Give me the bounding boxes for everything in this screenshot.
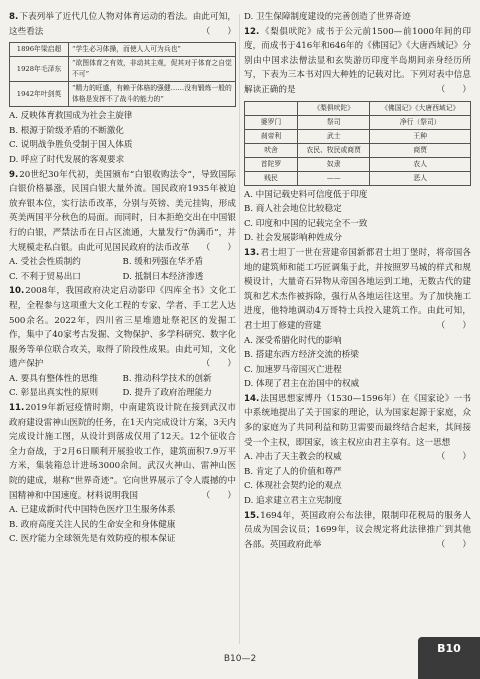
question-12	[244, 25, 471, 246]
option-a[interactable]: A. 要具有整体性的思维	[9, 373, 99, 384]
option-b[interactable]: B. 缓和列强在华矛盾	[122, 257, 204, 268]
answer-bracket: （ ）	[436, 84, 471, 95]
table-cell: 刹帝利	[245, 129, 298, 143]
option-b[interactable]: B. 根源于阶级矛盾的不断激化	[9, 125, 124, 136]
option-d[interactable]: D. 提升了政府治理能力	[122, 388, 212, 399]
table-cell: 婆罗门	[245, 115, 298, 129]
option-b[interactable]: B. 政府高度关注人民的生命安全和身体健康	[9, 519, 176, 530]
table-row	[245, 171, 471, 185]
table-cell: “学生必习体操，而使人人可为兵也”	[69, 43, 236, 57]
answer-bracket: （ ）	[201, 359, 236, 370]
answer-bracket: （ ）	[436, 452, 471, 463]
option-d[interactable]: D. 卫生保障制度建设的完善创造了世界奇迹	[244, 12, 411, 22]
page-number: B10—2	[223, 654, 257, 664]
table-row	[10, 43, 236, 57]
answer-bracket: （ ）	[436, 320, 471, 331]
question-number: 12.	[244, 26, 260, 37]
question-number: 13.	[244, 247, 260, 258]
answer-bracket: （ ）	[201, 242, 236, 253]
question-stem	[9, 10, 236, 39]
table-row	[245, 143, 471, 157]
stem-text: 《梨俱吠陀》成书于公元前1500—前1000年间的印度，而成书于416年和646年的《佛国记》《大唐西域记》分别由中国求法僧法显和玄奘游历印度半岛期间亲身经历所写，下表为三本书对四大种姓的记载对比。下列对表中信息解读正确的是	[244, 26, 471, 95]
stem-text: 2008年，我国政府决定启动影印《四库全书》文化工程，全程参与这项重大文化工程的专家、学者、手工艺人达500余名。2022年，四川省三星堆遗址祭祀区的发掘工作，集中了40家考古发掘、文物保护、多学科研究、数字化服务等单位联合攻关，取得了阶段性成果。由此可知，文化遗产保护	[9, 286, 236, 370]
option-c[interactable]: C. 加速罗马帝国灭亡进程	[244, 364, 342, 375]
question-number: 8.	[9, 12, 19, 22]
question-15	[244, 509, 471, 553]
stem-text: 1694年，英国政府公布法律，限制印花税局的服务人员成为国会议员；1699年，议会规定将此法律推广到其他各部。英国政府此举	[244, 510, 471, 550]
question-9	[9, 168, 236, 285]
option-d[interactable]: D. 抵制日本经济渗透	[122, 271, 204, 282]
option-b[interactable]: B. 商人社会地位比较稳定	[244, 204, 342, 215]
stem-text: 20世纪30年代初，美国颁布“白银收购法令”，导致国际白银价格暴涨，民国白银大量外流。国民政府1935年被迫放弃银本位，实行法币改革，分别与英镑、美元挂钩，形成英美两国平分秋色的局面。而同时，日本拒绝交出在中国银行的白银，严禁法币在日占区流通，大量发行“伪满币”，并大规模走私白银。由此可见国民政府的法币改革	[9, 169, 236, 253]
question-8	[9, 10, 236, 168]
table-cell: 恶人	[370, 171, 471, 185]
table-cell: 吠舍	[245, 143, 298, 157]
option-row	[9, 386, 236, 401]
question-number: 14.	[244, 393, 260, 404]
table-cell: 农民、牧民或商贾	[298, 143, 370, 157]
option-c[interactable]: C. 体现社会契约论的观点	[244, 481, 342, 492]
question-stem	[9, 168, 236, 256]
table-header	[245, 101, 298, 115]
option-a[interactable]: A. 受社会性质制约	[9, 257, 81, 268]
column-divider	[239, 14, 240, 644]
table-row	[245, 129, 471, 143]
table-header: 《梨俱吠陀》	[298, 101, 370, 115]
question-number: 15.	[244, 510, 260, 521]
option-b[interactable]: B. 推动科学技术的创新	[122, 373, 212, 384]
option-a[interactable]: A. 中国记载史料可信度低于印度	[244, 189, 368, 200]
option-c[interactable]: C. 彰显出真实性的原则	[9, 388, 99, 399]
option-d[interactable]: D. 追求建立君主立宪制度	[244, 496, 342, 507]
table-cell: 1928年毛泽东	[10, 57, 69, 82]
option-row	[9, 372, 236, 387]
question-13	[244, 246, 471, 392]
table-cell: 1942年叶剑英	[10, 82, 69, 107]
question-stem	[244, 509, 471, 553]
table-header-row	[245, 101, 471, 115]
question-number: 11.	[9, 403, 25, 414]
stem-text: 2019年新冠疫情时期，中南建筑设计院在接到武汉市政府建设雷神山医院的任务，在1天内完成设计方案，3天内完成设计施工图，从设计到落成仅用了12天。12个征收合全力奋战，于2月6日顺利开展验收工作，建筑面积7.9万平方米，集装箱总计进场3000余间。武汉火神山、雷神山医院的建成，堪称“世界奇迹”。它向世界展示了令人震撼的中国精神和中国速度。材料说明我国	[9, 403, 236, 501]
question-stem	[244, 25, 471, 98]
option-a[interactable]: A. 冲击了天主教会的权威	[244, 452, 342, 463]
option-d[interactable]: D. 社会发展影响种姓成分	[244, 233, 342, 244]
q8-table	[9, 42, 236, 107]
option-c[interactable]: C. 印度和中国的记载完全不一致	[244, 218, 368, 229]
table-row	[10, 57, 236, 82]
question-10	[9, 284, 236, 401]
table-cell: 1896年梁启超	[10, 43, 69, 57]
table-cell: 奴隶	[298, 157, 370, 171]
option-b[interactable]: B. 肯定了人的价值和尊严	[244, 466, 342, 477]
question-11	[9, 401, 236, 547]
table-cell: 农人	[370, 157, 471, 171]
table-row	[10, 82, 236, 107]
option-c[interactable]: C. 不利于贸易出口	[9, 271, 81, 282]
table-cell: 祭司	[298, 115, 370, 129]
q12-table	[244, 101, 471, 186]
question-14	[244, 392, 471, 509]
answer-bracket: （ ）	[201, 26, 236, 37]
answer-bracket: （ ）	[436, 539, 471, 550]
table-row	[245, 157, 471, 171]
option-c[interactable]: C. 说明战争胜负受制于国人体质	[9, 140, 133, 151]
table-cell: 首陀罗	[245, 157, 298, 171]
table-cell: 武士	[298, 129, 370, 143]
stem-text: 下表列举了近代几位人物对体育运动的看法。由此可知，这些看法	[9, 12, 236, 37]
table-cell: 净行（祭司）	[370, 115, 471, 129]
table-header: 《佛国记》《大唐西域记》	[370, 101, 471, 115]
option-row	[9, 270, 236, 285]
question-stem	[9, 284, 236, 372]
table-cell: 商贾	[370, 143, 471, 157]
stem-text: 法国思想家博丹（1530—1596年）在《国家论》一书中系统地提出了关于国家的理论，认为国家起源于家庭，众多的家庭为了共同利益和防卫需要而最终结合起来，其间接受一个主权，即国家，该主权应由君主享有。这一思想	[244, 393, 471, 448]
table-cell: “精力的旺盛，有赖于体格的强健……没有锻炼一般的体格是发挥不了战斗的能力的”	[69, 82, 236, 107]
table-cell: 贱民	[245, 171, 298, 185]
table-cell: 王种	[370, 129, 471, 143]
option-b[interactable]: B. 搭建东西方经济交流的桥梁	[244, 350, 359, 361]
option-row	[9, 255, 236, 270]
question-stem	[244, 246, 471, 334]
option-a[interactable]: A. 深受希腊化时代的影响	[244, 335, 342, 346]
option-c[interactable]: C. 医疗能力全球领先是有效防疫的根本保证	[9, 534, 176, 545]
option-a[interactable]: A. 已建成新时代中国特色医疗卫生服务体系	[9, 505, 176, 516]
section-tab: B10	[418, 637, 480, 679]
answer-bracket: （ ）	[201, 490, 236, 501]
left-column	[9, 10, 236, 547]
option-d[interactable]: D. 呼应了时代发展的客观要求	[9, 154, 125, 165]
question-stem	[9, 401, 236, 503]
table-row	[245, 115, 471, 129]
stem-text: 君士坦丁一世在营建帝国新都君士坦丁堡时，将帝国各地的建筑师和能工巧匠调集于此，并按照罗马城的样式和规模设计，大量奇石异物从帝国各地运到工地，无数古代的建筑和艺术杰作被拆除，强行从各地运往这里。为了加快施工进度，他特地调动4万哥特士兵投入建筑工作。由此可知，君士坦丁修建的营建	[244, 247, 471, 331]
table-cell: “欲图体育之有效，非动其主观，促其对于体育之自觉不可”	[69, 57, 236, 82]
right-column	[244, 10, 471, 552]
table-cell: ——	[298, 171, 370, 185]
option-d[interactable]: D. 体现了君主在治国中的权威	[244, 379, 360, 390]
question-number: 9.	[9, 169, 19, 180]
option-a[interactable]: A. 反映体育救国成为社会主旋律	[9, 111, 133, 122]
question-number: 10.	[9, 286, 25, 297]
